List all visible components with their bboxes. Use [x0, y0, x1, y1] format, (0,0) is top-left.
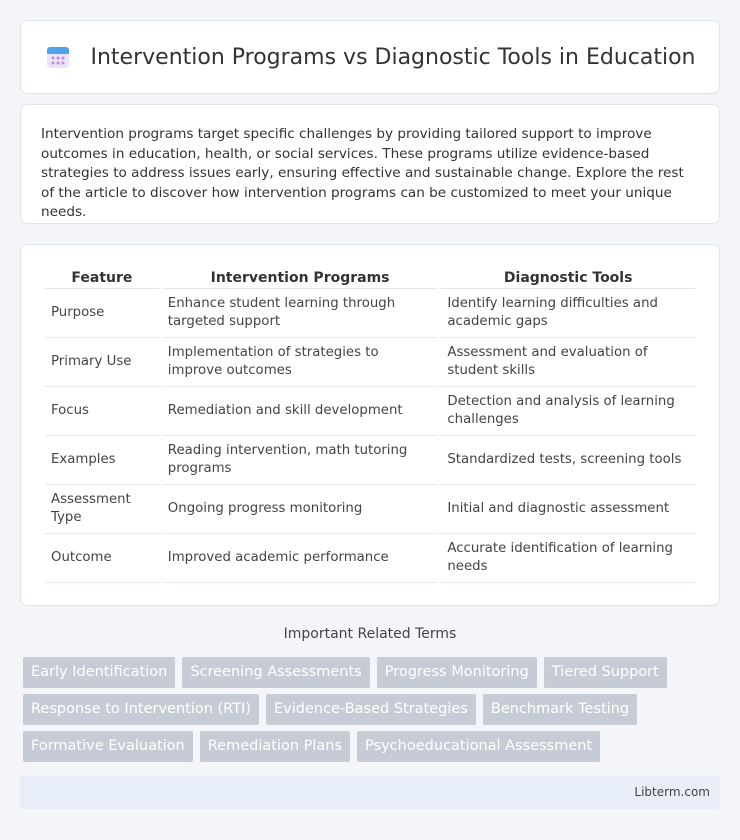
diagnostic-cell: Accurate identification of learning needs: [441, 534, 695, 583]
diagnostic-cell: Standardized tests, screening tools: [441, 436, 695, 485]
header: [45, 44, 696, 70]
feature-cell: Examples: [45, 436, 159, 485]
tag-early-identification[interactable]: Early Identification: [23, 657, 175, 688]
intervention-cell: Enhance student learning through targeted support: [162, 289, 439, 338]
tag-benchmark-testing[interactable]: Benchmark Testing: [483, 694, 637, 725]
intro-card: [20, 104, 720, 224]
calendar-icon: [45, 44, 71, 70]
feature-cell: Assessment Type: [45, 485, 159, 534]
intervention-cell: Reading intervention, math tutoring programs: [162, 436, 439, 485]
tag-tiered-support[interactable]: Tiered Support: [544, 657, 667, 688]
intervention-cell: Ongoing progress monitoring: [162, 485, 439, 534]
column-header-diagnostic-tools: Diagnostic Tools: [441, 265, 695, 289]
table-row: [45, 387, 695, 436]
tag-response-to-intervention[interactable]: Response to Intervention (RTI): [23, 694, 259, 725]
column-header-feature: Feature: [45, 265, 159, 289]
tag-remediation-plans[interactable]: Remediation Plans: [200, 731, 350, 762]
feature-cell: Outcome: [45, 534, 159, 583]
table-row: [45, 338, 695, 387]
tag-progress-monitoring[interactable]: Progress Monitoring: [377, 657, 537, 688]
table-row: [45, 485, 695, 534]
feature-cell: Purpose: [45, 289, 159, 338]
intro-text: Intervention programs target specific challenges by providing tailored support to improve outcomes in education, health, or social services. These programs utilize evidence-based strategies to address issues early, ensuring effective and sustainable change. Explore the rest of the article to discover how intervention programs can be customized to meet your unique needs.: [41, 126, 684, 220]
table-row: [45, 289, 695, 338]
tag-row: [23, 694, 723, 725]
diagnostic-cell: Assessment and evaluation of student skills: [441, 338, 695, 387]
intervention-cell: Remediation and skill development: [162, 387, 439, 436]
tag-evidence-based-strategies[interactable]: Evidence-Based Strategies: [266, 694, 476, 725]
intervention-cell: Implementation of strategies to improve outcomes: [162, 338, 439, 387]
diagnostic-cell: Detection and analysis of learning challenges: [441, 387, 695, 436]
table-row: [45, 436, 695, 485]
feature-cell: Focus: [45, 387, 159, 436]
tag-row: [23, 657, 723, 688]
page-title: Intervention Programs vs Diagnostic Tools in Education: [90, 44, 696, 70]
tag-formative-evaluation[interactable]: Formative Evaluation: [23, 731, 193, 762]
comparison-table: [42, 265, 698, 583]
diagnostic-cell: Identify learning difficulties and academic gaps: [441, 289, 695, 338]
header-card: [20, 20, 720, 94]
table-row: [45, 534, 695, 583]
tag-psychoeducational-assessment[interactable]: Psychoeducational Assessment: [357, 731, 600, 762]
column-header-intervention-programs: Intervention Programs: [162, 265, 439, 289]
related-terms-title: Important Related Terms: [283, 626, 457, 642]
comparison-card: [20, 244, 720, 606]
tag-row: [23, 731, 723, 762]
diagnostic-cell: Initial and diagnostic assessment: [441, 485, 695, 534]
related-terms: [23, 657, 723, 768]
feature-cell: Primary Use: [45, 338, 159, 387]
tag-screening-assessments[interactable]: Screening Assessments: [182, 657, 369, 688]
footer-link[interactable]: Libterm.com: [634, 785, 710, 799]
intervention-cell: Improved academic performance: [162, 534, 439, 583]
table-header-row: [45, 265, 695, 289]
footer: [20, 776, 720, 809]
